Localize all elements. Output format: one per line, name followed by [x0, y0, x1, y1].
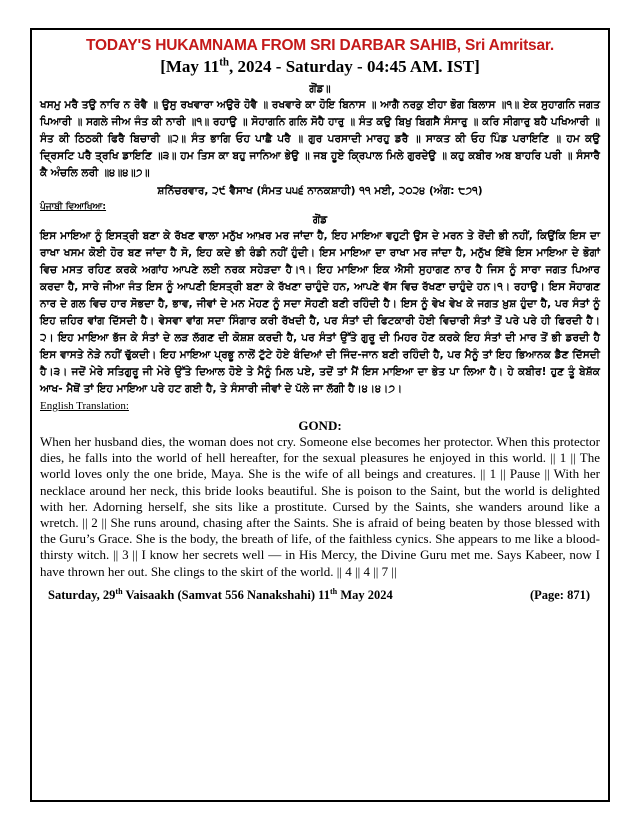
punjabi-text: ਇਸ ਮਾਇਆ ਨੂੰ ਇਸਤ੍ਰੀ ਬਣਾ ਕੇ ਰੱਖਣ ਵਾਲਾ ਮਨੁੱਖ ਆਖ਼ਰ ਮਰ ਜਾਂਦਾ ਹੈ, ਇਹ ਮਾਇਆ ਵਹੁਟੀ ਉਸ ਦੇ ਮਰਨ ਤੇ ਰੋਂਦੀ ਭੀ ਨਹੀਂ, ਕਿਉਂਕਿ ਇਸ ਦਾ ਰਾਖਾ ਖਸਮ ਕੋਈ ਹੋਰ ਬਣ ਜਾਂਦਾ ਹੈ ਸੋ, ਇਹ ਕਦੇ ਭੀ ਰੰਡੀ ਨਹੀਂ ਹੁੰਦੀ। ਇਸ ਮਾਇਆ ਦਾ ਰਾਖਾ ਮਰ ਜਾਂਦਾ ਹੈ, ਮਨੁੱਖ ਇੱਥੇ ਇਸ ਮਾਇਆ ਦੇ ਭੋਗਾਂ ਵਿਚ ਮਸਤ ਰਹਿਣ ਕਰਕੇ ਅਗਾਂਹ ਆਪਣੇ ਲਈ ਨਰਕ ਸਹੇੜਦਾ ਹੈ।੧। ਇਹ ਮਾਇਆ ਇਕ ਐਸੀ ਸੁਹਾਗਣ ਨਾਰ ਹੈ ਜਿਸ ਨੂੰ ਸਾਰਾ ਜਗਤ ਪਿਆਰ ਕਰਦਾ ਹੈ, ਸਾਰੇ ਜੀਆ ਜੰਤ ਇਸ ਨੂੰ ਆਪਣੀ ਇਸਤ੍ਰੀ ਬਣਾ ਕੇ ਰੱਖਣਾ ਚਾਹੁੰਦੇ ਹਨ, ਆਪਣੇ ਵੱਸ ਵਿਚ ਰੱਖਣਾ ਚਾਹੁੰਦੇ ਹਨ।੧। ਰਹਾਉ। ਇਸ ਸੋਹਾਗਣ ਨਾਰ ਦੇ ਗਲ ਵਿਚ ਹਾਰ ਸੋਭਦਾ ਹੈ, ਭਾਵ, ਜੀਵਾਂ ਦੇ ਮਨ ਮੋਹਣ ਨੂੰ ਸਦਾ ਸੋਹਣੀ ਬਣੀ ਰਹਿੰਦੀ ਹੈ। ਇਸ ਨੂੰ ਵੇਖ ਵੇਖ ਕੇ ਜਗਤ ਖ਼ੁਸ਼ ਹੁੰਦਾ ਹੈ, ਪਰ ਸੰਤਾਂ ਨੂੰ ਇਹ ਜ਼ਹਿਰ ਵਾਂਗ ਦਿੱਸਦੀ ਹੈ। ਵੇਸਵਾ ਵਾਂਗ ਸਦਾ ਸਿੰਗਾਰ ਕਰੀ ਰੱਖਦੀ ਹੈ, ਪਰ ਸੰਤਾਂ ਦੀ ਫਿਟਕਾਰੀ ਹੋਈ ਵਿਚਾਰੀ ਸੰਤਾਂ ਤੋਂ ਪਰੇ ਪਰੇ ਹੀ ਫਿਰਦੀ ਹੈ।੨। ਇਹ ਮਾਇਆ ਭੱਜ ਕੇ ਸੰਤਾਂ ਦੇ ਲੜ ਲੱਗਣ ਦੀ ਕੋਸ਼ਸ਼ ਕਰਦੀ ਹੈ, ਪਰ ਸੰਤਾਂ ਉੱਤੇ ਗੁਰੂ ਦੀ ਮਿਹਰ ਹੋਣ ਕਰਕੇ ਇਹ ਸੰਤਾਂ ਦੀ ਮਾਰ ਤੋਂ ਭੀ ਡਰਦੀ ਹੈ ਇਸ ਵਾਸਤੇ ਨੇੜੇ ਨਹੀਂ ਢੁੱਕਦੀ। ਇਹ ਮਾਇਆ ਪ੍ਰਭੂ ਨਾਲੋਂ ਟੁੱਟੇ ਹੋਏ ਬੰਦਿਆਂ ਦੀ ਜਿੰਦ-ਜਾਨ ਬਣੀ ਰਹਿੰਦੀ ਹੈ, ਪਰ ਮੈਨੂੰ ਤਾਂ ਇਹ ਭਿਆਨਕ ਡੈਣ ਦਿੱਸਦੀ ਹੈ।੩। ਜਦੋਂ ਮੇਰੇ ਸਤਿਗੁਰੂ ਜੀ ਮੇਰੇ ਉੱਤੇ ਦਿਆਲ ਹੋਏ ਤੇ ਮੈਨੂੰ ਮਿਲ ਪਏ, ਤਦੋਂ ਤਾਂ ਮੈਂ ਇਸ ਮਾਇਆ ਦਾ ਭੇਤ ਪਾ ਲਿਆ ਹੈ। ਹੇ ਕਬੀਰ! ਹੁਣ ਤੂੰ ਬੇਸ਼ੱਕ ਆਖ- ਮੈਥੋਂ ਤਾਂ ਇਹ ਮਾਇਆ ਪਰੇ ਹਟ ਗਈ ਹੈ, ਤੇ ਸੰਸਾਰੀ ਜੀਵਾਂ ਦੇ ਪੱਲੇ ਜਾ ਲੱਗੀ ਹੈ।੪।੪।੭।: [40, 230, 600, 395]
english-raag: GOND:: [298, 418, 342, 433]
footer-page-number: (Page: 871): [529, 587, 590, 602]
hukamnama-page: [30, 28, 610, 802]
footer: [40, 588, 600, 603]
gurbani-text: ਖਸਮੁ ਮਰੈ ਤਉ ਨਾਰਿ ਨ ਰੋਵੈ ॥ ਉਸੁ ਰਖਵਾਰਾ ਅਉਰੋ ਹੋਵੈ ॥ ਰਖਵਾਰੇ ਕਾ ਹੋਇ ਬਿਨਾਸ ॥ ਆਗੈ ਨਰਕੁ ਈਹਾ ਭੋਗ ਬਿਲਾਸ ॥੧॥ ਏਕ ਸੁਹਾਗਨਿ ਜਗਤ ਪਿਆਰੀ ॥ ਸਗਲੇ ਜੀਅ ਜੰਤ ਕੀ ਨਾਰੀ ॥੧॥ ਰਹਾਉ ॥ ਸੋਹਾਗਨਿ ਗਲਿ ਸੋਹੈ ਹਾਰੁ ॥ ਸੰਤ ਕਉ ਬਿਖੁ ਬਿਗਸੈ ਸੰਸਾਰੁ ॥ ਕਰਿ ਸੀਗਾਰੁ ਬਹੈ ਪਖਿਆਰੀ ॥ ਸੰਤ ਕੀ ਠਿਠਕੀ ਫਿਰੈ ਬਿਚਾਰੀ ॥੨॥ ਸੰਤ ਭਾਗਿ ਓਹ ਪਾਛੈ ਪਰੈ ॥ ਗੁਰ ਪਰਸਾਦੀ ਮਾਰਹੁ ਡਰੈ ॥ ਸਾਕਤ ਕੀ ਓਹ ਪਿੰਡ ਪਰਾਇਣਿ ॥ ਹਮ ਕਉ ਦ੍ਰਿਸਟਿ ਪਰੈ ਤ੍ਰਖਿ ਡਾਇਣਿ ॥੩॥ ਹਮ ਤਿਸ ਕਾ ਬਹੁ ਜਾਨਿਆ ਭੇਉ ॥ ਜਬ ਹੂਏ ਕ੍ਰਿਪਾਲ ਮਿਲੇ ਗੁਰਦੇਉ ॥ ਕਹੁ ਕਬੀਰ ਅਬ ਬਾਹਰਿ ਪਰੀ ॥ ਸੰਸਾਰੈ ਕੈ ਅੰਚਲਿ ਲਰੀ ॥੪॥੪॥੭॥: [40, 99, 600, 179]
page-title: TODAY'S HUKAMNAMA FROM SRI DARBAR SAHIB, Sri Amritsar.: [86, 37, 554, 54]
gurbani-raag: ਗੋਂਡ॥: [309, 83, 331, 95]
footer-date: Saturday, 29th Vaisaakh (Samvat 556 Nanakshahi) 11th May 2024: [48, 586, 393, 602]
punjabi-raag: ਗੋਂਡ: [312, 214, 328, 226]
date-header: [May 11th, 2024 - Saturday - 04:45 AM. IST]: [160, 56, 480, 76]
english-label: English Translation:: [40, 400, 129, 412]
gurbani-date-line: ਸ਼ਨਿੱਚਰਵਾਰ, ੨੯ ਵੈਸਾਖ (ਸੰਮਤ ੫੫੬ ਨਾਨਕਸ਼ਾਹੀ) ੧੧ ਮਈ, ੨੦੨੪ (ਅੰਗ: ੮੭੧): [157, 185, 483, 197]
english-text: When her husband dies, the woman does not cry. Someone else becomes her protector. When this protector dies, he falls into the world of hell hereafter, for the sexual pleasures he enjoyed in this world. || 1 || The world loves only the one bride, Maya. She is the wife of all beings and creatures. || 1 || Pause || With her necklace around her neck, this bride looks beautiful. She is poison to the Saint, but the world is delighted with her. Adorning herself, she sits like a prostitute. Cursed by the Saints, she wanders around like a wretch. || 2 || She runs around, chasing after the Saints. She is afraid of being beaten by those blessed with the Guru’s Grace. She is the body, the breath of life, of the faithless cynics. She appears to me like a blood-thirsty witch. || 3 || I know her secrets well — in His Mercy, the Divine Guru met me. Says Kabeer, now I have thrown her out. She clings to the skirt of the world. || 4 || 4 || 7 ||: [40, 434, 600, 579]
punjabi-label: ਪੰਜਾਬੀ ਵਿਆਖਿਆ:: [40, 202, 107, 212]
